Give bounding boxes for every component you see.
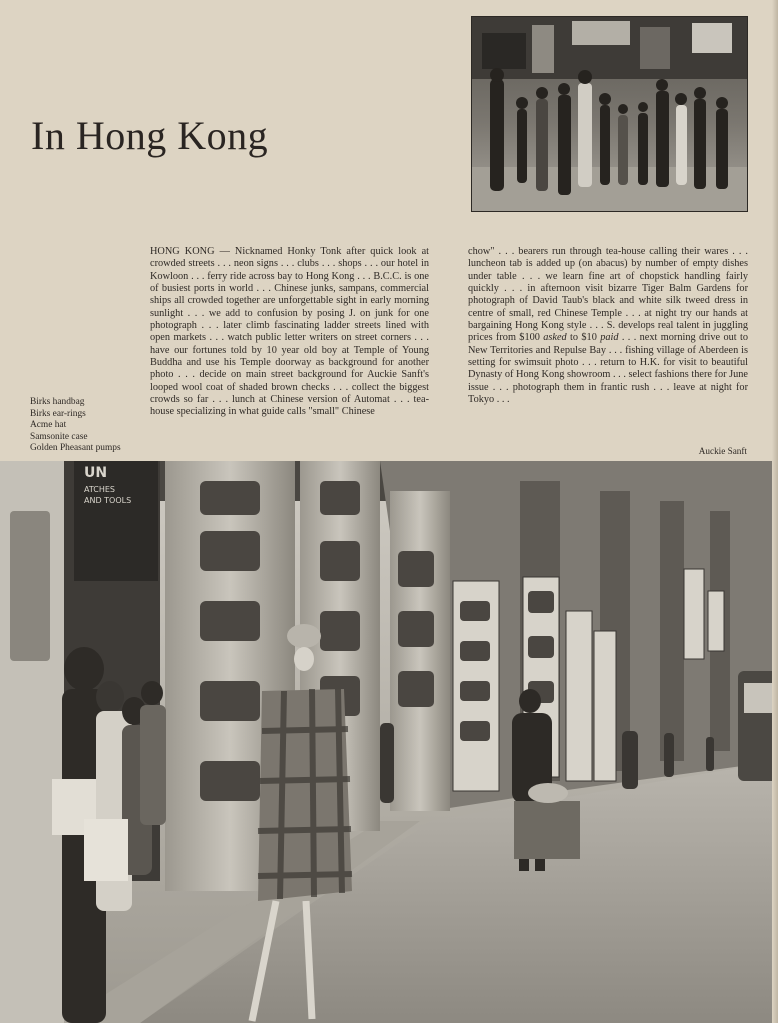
- article-body-right-part: . . . next morning drive out to New Territories and Repulse Bay . . . fishing village of Aberdeen is setting for swimsuit photo . . . return to H.K. for visit to beautiful Dynasty of Hong Kong showroom . . . select fashions there for June issue . . . photograph them in frantic rush . . . leave at night for Tokyo . . .: [468, 332, 748, 406]
- street-photo-image: [0, 461, 778, 1023]
- article-body-right-part: to $10: [566, 332, 601, 344]
- paper-edge: [772, 0, 778, 1023]
- credit-item: Acme hat: [30, 420, 67, 431]
- page-title: In Hong Kong: [31, 113, 269, 158]
- asked-word: asked: [543, 332, 567, 344]
- crowd-photo-image: [472, 17, 747, 211]
- sign-text: AND TOOLS: [84, 496, 132, 505]
- article-body-right: [468, 246, 748, 406]
- street-photo: [0, 461, 778, 1023]
- designer-byline: Auckie Sanft: [698, 446, 747, 456]
- article-body-left: HONG KONG — Nicknamed Honky Tonk after quick look at crowded streets . . . neon signs . . . clubs . . . shops . . . our hotel in Kowloon . . . ferry ride across bay to Hong Kong . . . B.C.C. is one of busiest ports in world . . . Chinese junks, sampans, commercial ships all crowded together are unforgettable sight in early morning sunlight . . . we add to confusion by posing J. on junk for one photograph . . . later climb fascinating ladder streets lined with open markets . . . watch public letter writers on street corners . . . have our fortunes told by 10 year old boy at Temple of Young Buddha and use his Temple doorway as background for another photo . . . decide on main street background for Auckie Sanft's looped wool coat of shaded brown checks . . . collect the biggest crowds so far . . . lunch at Chinese version of Automat . . . tea-house specializing in what guide calls "small" Chinese: [150, 246, 429, 418]
- crowd-photo: [471, 16, 748, 212]
- sign-text: UN: [84, 465, 108, 481]
- credit-item: Birks ear-rings: [30, 408, 86, 419]
- paid-word: paid: [600, 332, 619, 344]
- credit-item: Golden Pheasant pumps: [30, 443, 121, 454]
- sign-text: ATCHES: [84, 485, 116, 494]
- credit-item: Samsonite case: [30, 431, 88, 442]
- credit-item: Birks handbag: [30, 397, 85, 407]
- fashion-credits: [30, 397, 121, 455]
- article-body-right-part: chow" . . . bearers run through tea-house calling their wares . . . luncheon tab is added up (on abacus) by number of empty dishes under table . . . we learn fine art of chopstick handling fairly quickly . . . in afternoon visit bizarre Tiger Balm Gardens for photograph of David Taub's black and white silk tweed dress in centre of small, red Chinese Temple . . . at night try our hands at bargaining Hong Kong style . . . S. develops real talent in juggling prices from $100: [468, 246, 748, 344]
